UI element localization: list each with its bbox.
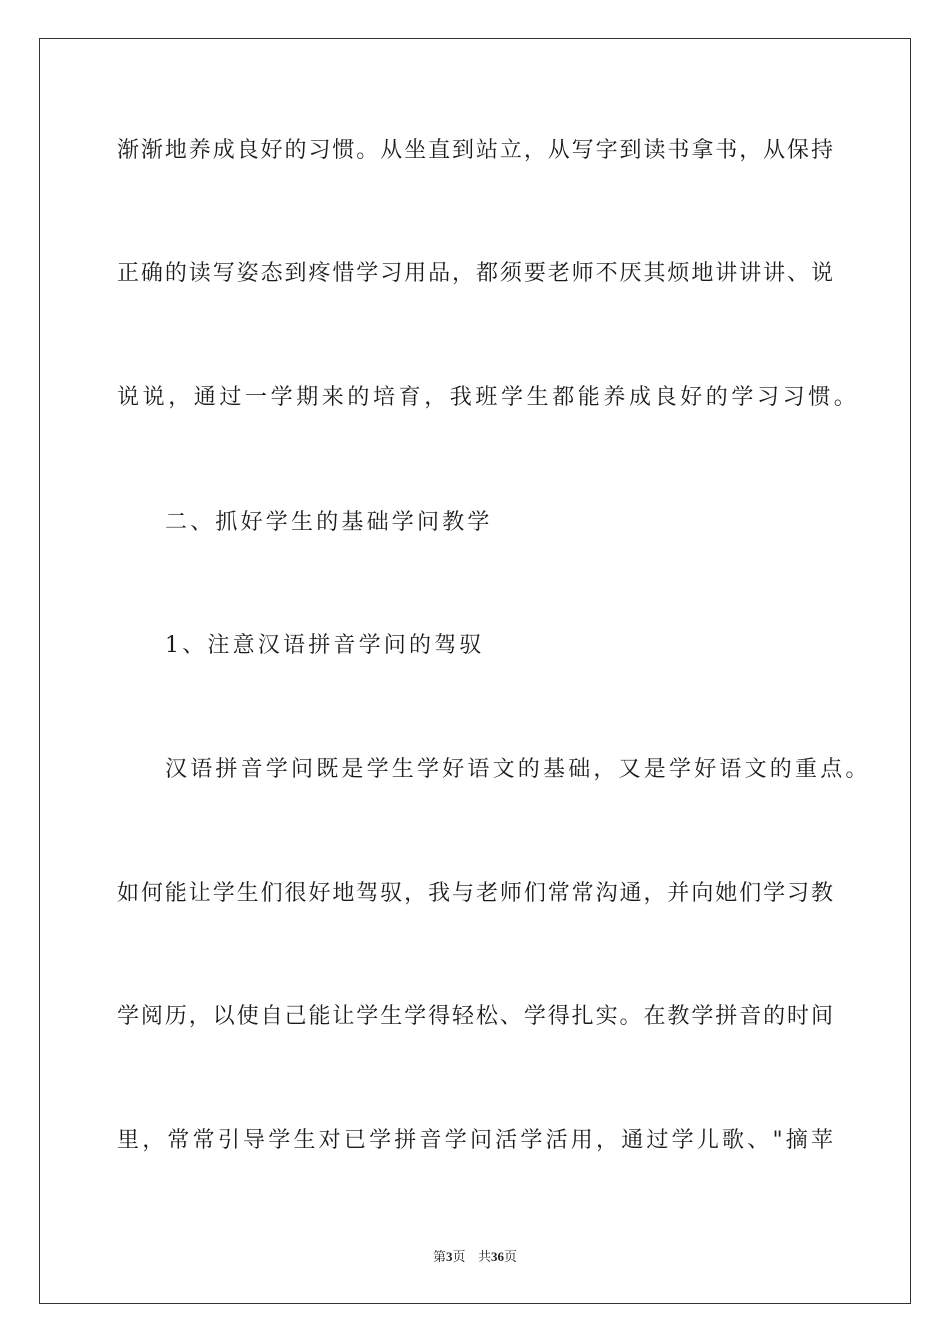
- body-text-line: 正确的读写姿态到疼惜学习用品，都须要老师不厌其烦地讲讲讲、说: [117, 261, 833, 286]
- body-text-line: 学阅历，以使自己能让学生学得轻松、学得扎实。在教学拼音的时间: [117, 1004, 833, 1029]
- page-suffix: 页: [452, 1250, 466, 1265]
- body-text-line: 如何能让学生们很好地驾驭，我与老师们常常沟通，并向她们学习教: [117, 881, 833, 906]
- page-border: [39, 38, 911, 1304]
- section-heading: 二、抓好学生的基础学问教学: [165, 510, 493, 535]
- page-number: 3: [446, 1249, 453, 1264]
- total-pages: 36: [490, 1249, 504, 1264]
- total-prefix: 共: [477, 1250, 491, 1265]
- body-text-line: 说说，通过一学期来的培育，我班学生都能养成良好的学习习惯。: [117, 385, 860, 410]
- page-prefix: 第: [433, 1250, 447, 1265]
- page-footer: [0, 1248, 950, 1267]
- total-suffix: 页: [503, 1250, 517, 1265]
- subsection-heading: 1、注意汉语拼音学问的驾驭: [165, 633, 485, 658]
- body-text-line: 汉语拼音学问既是学生学好语文的基础，又是学好语文的重点。: [165, 757, 871, 782]
- body-text-line: 里，常常引导学生对已学拼音学问活学活用，通过学儿歌、"摘苹: [117, 1128, 833, 1153]
- body-text-line: 渐渐地养成良好的习惯。从坐直到站立，从写字到读书拿书，从保持: [117, 138, 833, 163]
